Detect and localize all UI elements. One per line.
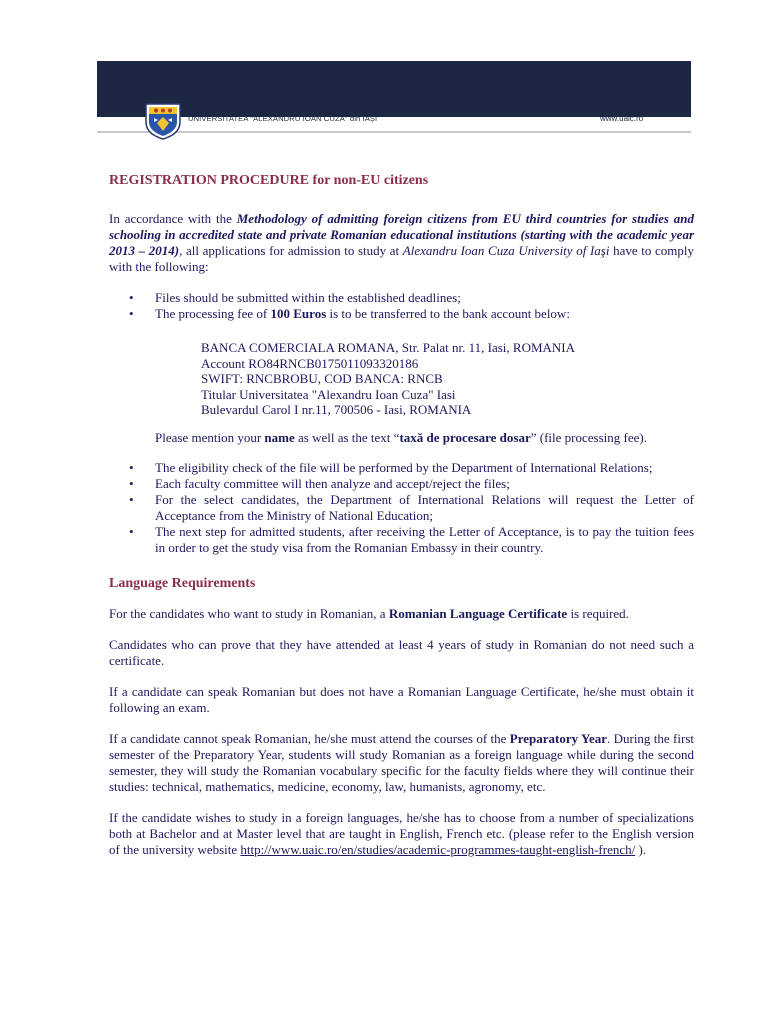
lang-text-5: If the candidate wishes to study in a foreign languages, he/she has to choose from a number of specializations both at Bachelor and at Master level that are taught in English, French etc. (please refer to the English version of the university website: [109, 809, 694, 857]
lang-text-6: ).: [635, 841, 647, 857]
language-paragraph-4: [109, 731, 694, 795]
note-tax-text: taxă de procesare dosar: [399, 429, 531, 445]
language-requirements-heading: Language Requirements: [109, 575, 256, 591]
payment-note: [155, 430, 694, 446]
language-paragraph-2: Candidates who can prove that they have attended at least 4 years of study in Romanian do not need such a certificate.: [109, 636, 694, 668]
website-label: www.uaic.ro: [600, 114, 644, 123]
bank-line: Titular Universitatea "Alexandru Ioan Cuza" Iasi: [201, 386, 456, 402]
university-mention: Alexandru Ioan Cuza University of Iaşi: [402, 243, 610, 258]
note-text-1: Please mention your: [155, 429, 265, 445]
page-title: REGISTRATION PROCEDURE for non-EU citizens: [109, 173, 429, 188]
list-item: [155, 306, 694, 322]
intro-text-2: , all applications for admission to study at: [179, 243, 403, 258]
fee-text-1: The processing fee of: [155, 306, 271, 321]
methodology-title: Methodology of admitting foreign citizens from EU third countries for studies and schooling in accredited state and private Romanian educational institutions (starting with the academic year 2013 – 2014): [109, 211, 694, 258]
programmes-link[interactable]: http://www.uaic.ro/en/studies/academic-programmes-taught-english-french/: [240, 841, 636, 857]
fee-text-2: is to be transferred to the bank account below:: [326, 306, 570, 321]
bank-line: Account RO84RNCB0175011093320186: [201, 355, 419, 371]
bank-details: [201, 340, 694, 418]
requirements-list: [109, 290, 694, 322]
lang-text-1: For the candidates who want to study in Romanian, a: [109, 605, 389, 621]
document-body: [109, 173, 694, 873]
process-list: [109, 460, 694, 556]
preparatory-year: Preparatory Year: [509, 730, 607, 746]
lang-text-2: is required.: [567, 605, 629, 621]
lang-text-3: If a candidate cannot speak Romanian, he/she must attend the courses of the: [109, 730, 510, 746]
language-paragraph-5: [109, 810, 694, 858]
intro-paragraph: [109, 211, 694, 275]
list-item: • Files should be submitted within the established deadlines;: [155, 290, 694, 306]
university-name: UNIVERSITATEA "ALEXANDRU IOAN CUZA" din IAȘI: [188, 114, 378, 123]
list-item: • The next step for admitted students, after receiving the Letter of Acceptance, is to pay the tuition fees in order to get the study visa from the Romanian Embassy in their country.: [155, 524, 694, 556]
header-banner: [97, 61, 691, 117]
lang-text-4: . During the first semester of the Preparatory Year, students will study Romanian as a foreign language while during the second semester, they will study the Romanian vocabulary specific for the faculty fields where they will continue their studies: technical, mathematics, medicine, economy, law, humanists, agronomy, etc.: [109, 730, 694, 794]
note-text-2: as well as the text “: [294, 429, 400, 445]
list-item: • Each faculty committee will then analyze and accept/reject the files;: [155, 476, 694, 492]
note-text-3: ” (file processing fee).: [530, 429, 647, 445]
bank-line: Bulevardul Carol I nr.11, 700506 - Iasi, ROMANIA: [201, 402, 472, 417]
header-divider: [97, 131, 691, 133]
intro-text-3: have to comply with the following:: [109, 243, 694, 274]
bank-line: SWIFT: RNCBROBU, COD BANCA: RNCB: [201, 371, 443, 386]
language-paragraph-3: If a candidate can speak Romanian but does not have a Romanian Language Certificate, he/she must obtain it following an exam.: [109, 683, 694, 715]
list-item: • The eligibility check of the file will be performed by the Department of International Relations;: [155, 460, 694, 476]
intro-text-1: In accordance with the: [109, 211, 237, 226]
language-paragraph-1: [109, 606, 694, 622]
fee-amount: 100 Euros: [270, 306, 327, 321]
university-crest-icon: [142, 98, 184, 140]
list-item: • For the select candidates, the Department of International Relations will request the Letter of Acceptance from the Ministry of National Education;: [155, 492, 694, 524]
certificate-name: Romanian Language Certificate: [388, 605, 568, 621]
bank-line: BANCA COMERCIALA ROMANA, Str. Palat nr. 11, Iasi, ROMANIA: [201, 340, 576, 355]
note-name: name: [264, 429, 295, 445]
